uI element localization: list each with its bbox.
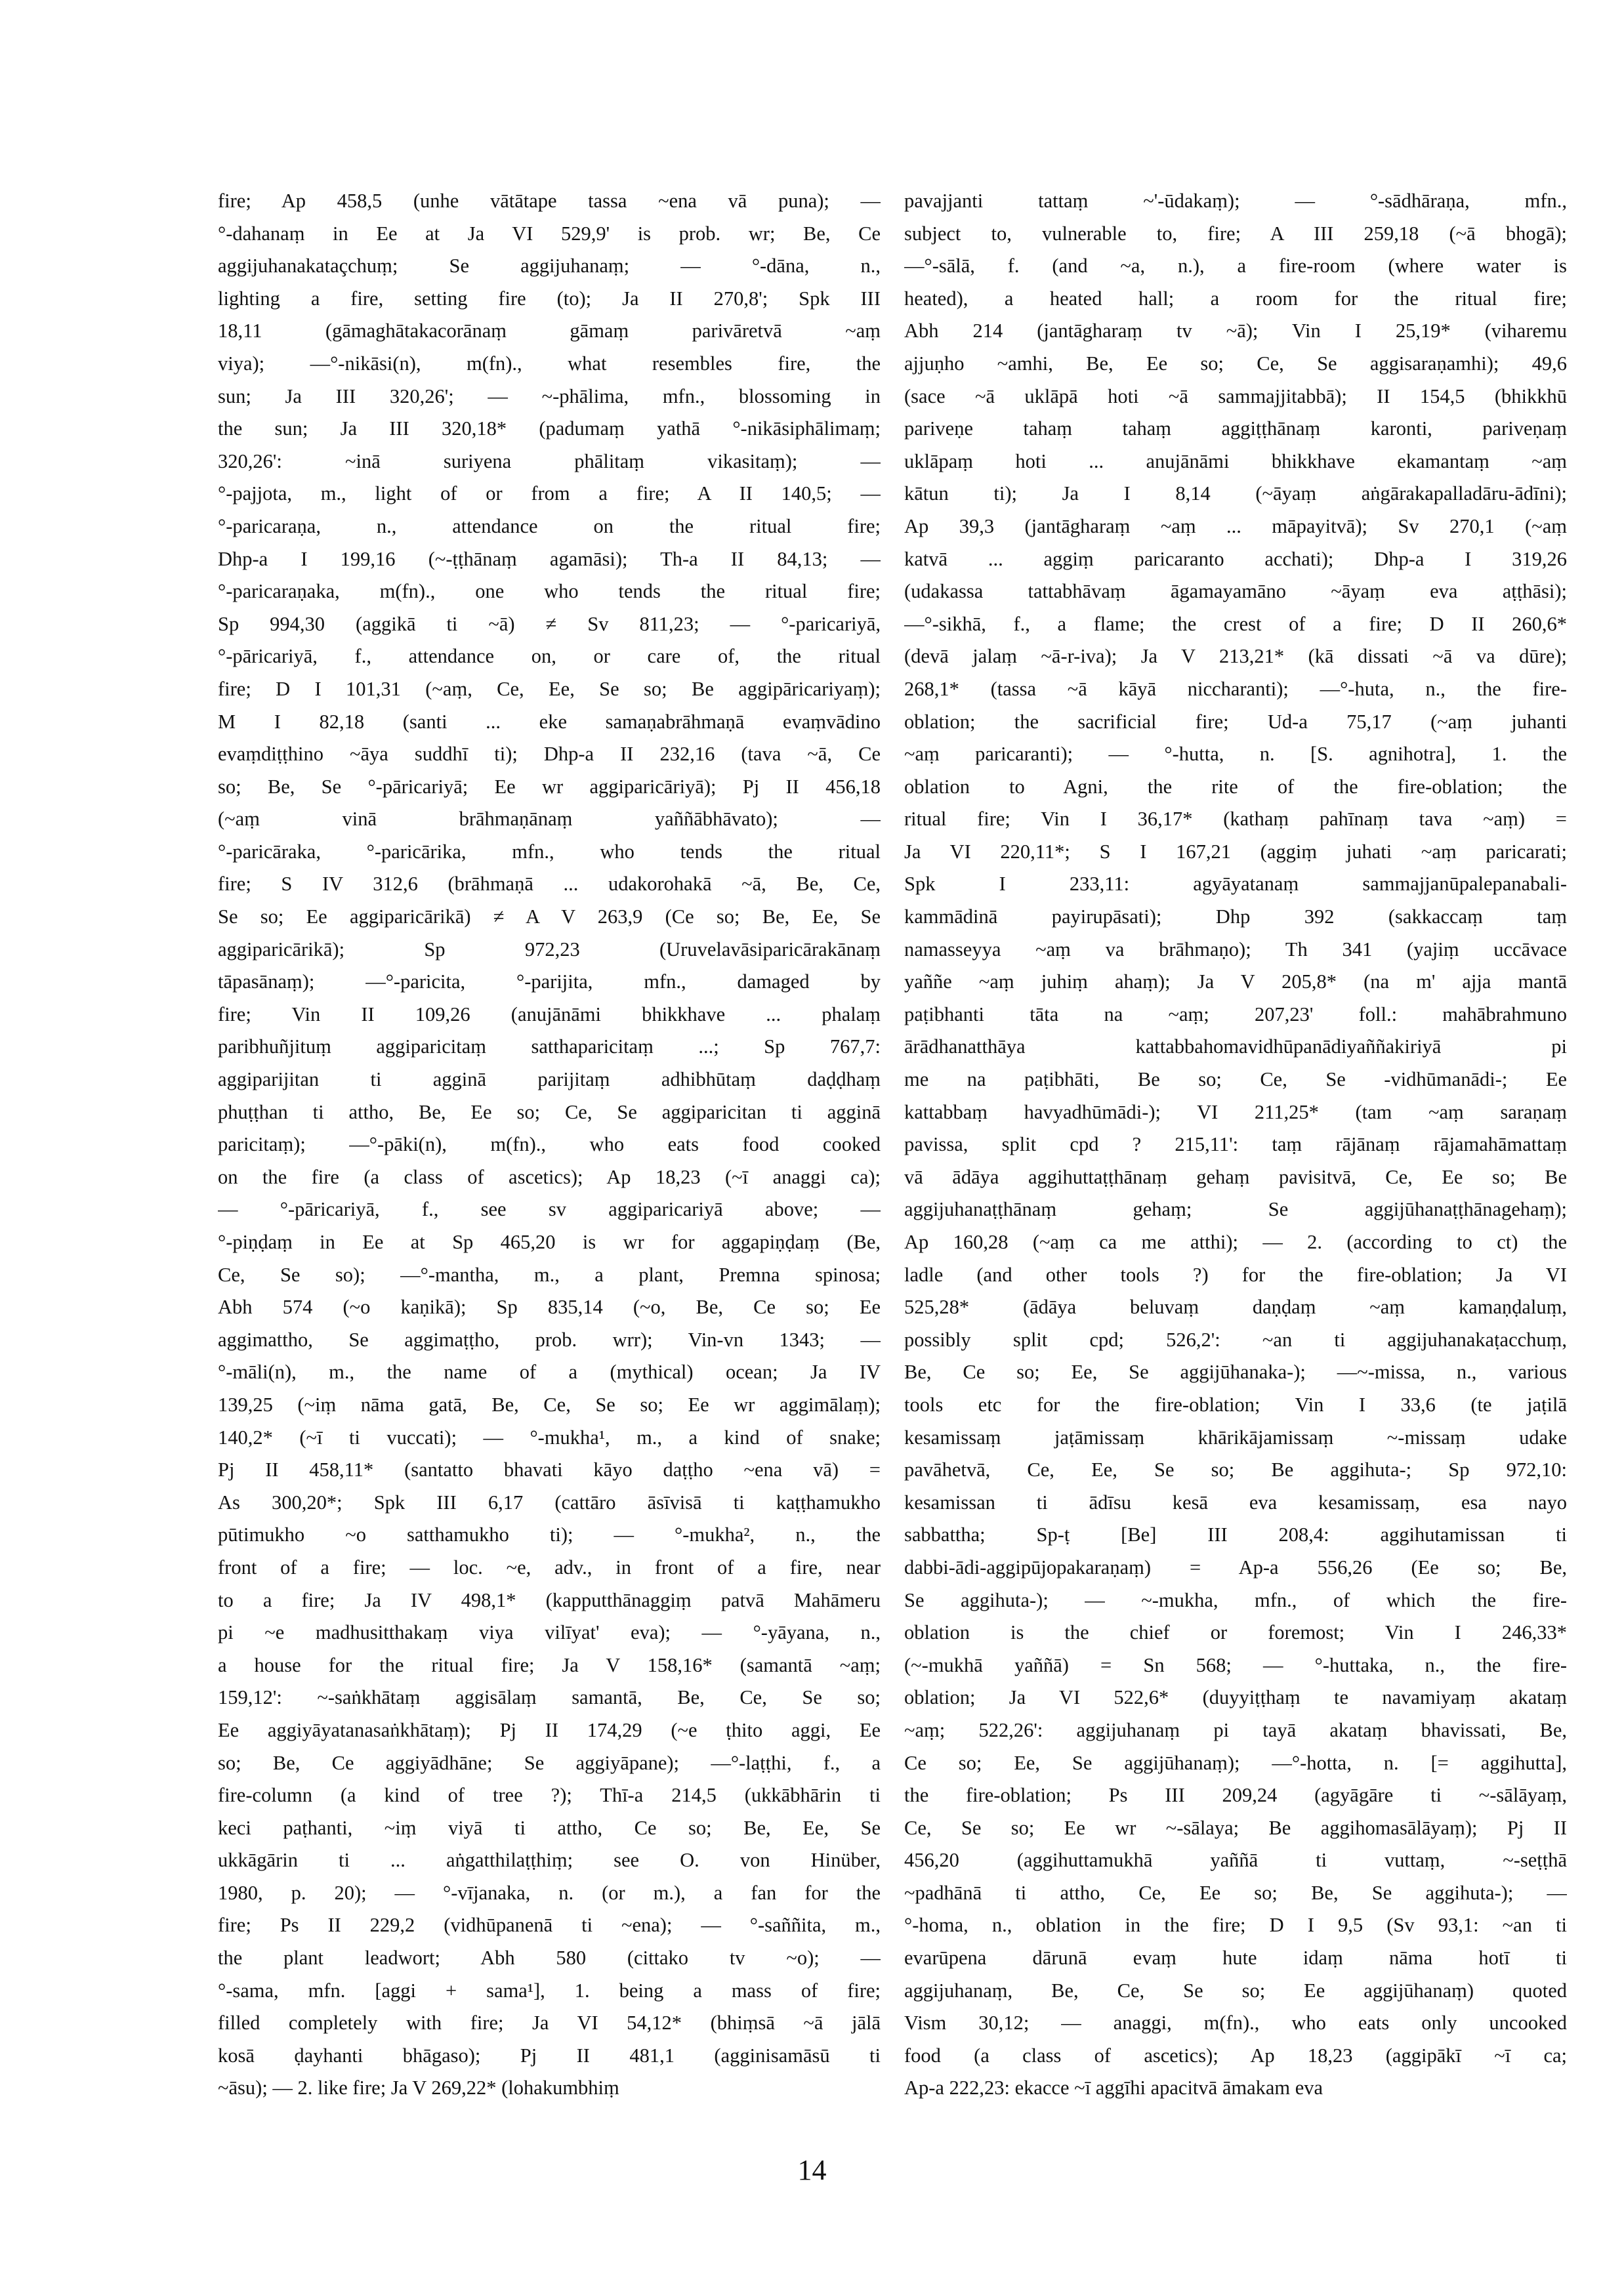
right-column-line: pavissa, split cpd ? 215,11': taṃ rājānaṃ rājamahāmattaṃ (904, 1133, 1567, 1156)
right-column-line: Abh 214 (jantāgharaṃ tv ~ā); Vin I 25,19* (viharemu (904, 320, 1567, 342)
left-column-line: the sun; Ja III 320,18* (padumaṃ yathā °-nikāsiphālimaṃ; (218, 417, 881, 440)
left-column-line: 1980, p. 20); — °-vījanaka, n. (or m.), a fan for the (218, 1881, 881, 1904)
left-column-line: °-paricaraṇa, n., attendance on the ritual fire; (218, 514, 881, 537)
right-column-line: the fire-oblation; Ps III 209,24 (agyāgāre ti ~-sālāyaṃ, (904, 1784, 1567, 1807)
left-column-line: fire; Ps II 229,2 (vidhūpanenā ti ~ena); — °-saññita, m., (218, 1914, 881, 1937)
right-column-line: (~-mukhā yaññā) = Sn 568; — °-huttaka, n., the fire- (904, 1653, 1567, 1676)
left-column-line: Dhp-a I 199,16 (~-ṭṭhānaṃ agamāsi); Th-a II 84,13; — (218, 547, 881, 570)
right-column-line: pavāhetvā, Ce, Ee, Se so; Be aggihuta-; Sp 972,10: (904, 1458, 1567, 1481)
left-column-line: viya); —°-nikāsi(n), m(fn)., what resembles fire, the (218, 352, 881, 375)
right-column-line: ajjuṇho ~amhi, Be, Ee so; Ce, Se aggisaraṇamhi); 49,6 (904, 352, 1567, 375)
right-column-line: uklāpaṃ hoti ... anujānāmi bhikkhave ekamantaṃ ~aṃ (904, 449, 1567, 472)
left-column-line: °-dahanaṃ in Ee at Ja VI 529,9' is prob. wr; Be, Ce (218, 222, 881, 245)
right-column-line: (udakassa tattabhāvaṃ āgamayamāno ~āyaṃ eva aṭṭhāsi); (904, 580, 1567, 603)
right-column-line: Ce so; Ee, Se aggijūhanaṃ); —°-hotta, n. [= aggihutta], (904, 1751, 1567, 1774)
page-number: 14 (797, 2154, 827, 2186)
left-column-line: Ce, Se so); —°-mantha, m., a plant, Premna spinosa; (218, 1263, 881, 1286)
right-column-line: pavajjanti tattaṃ ~'-ūdakaṃ); — °-sādhāraṇa, mfn., (904, 190, 1567, 212)
left-column-line: fire; D I 101,31 (~aṃ, Ce, Ee, Se so; Be aggipāricariyaṃ); (218, 677, 881, 700)
right-column-line: —°-sikhā, f., a flame; the crest of a fire; D II 260,6* (904, 612, 1567, 635)
left-column-line: so; Be, Ce aggiyādhāne; Se aggiyāpane); —°-laṭṭhi, f., a (218, 1751, 881, 1774)
right-column-line: —°-sālā, f. (and ~a, n.), a fire-room (where water is (904, 255, 1567, 278)
left-column-line: phuṭṭhan ti attho, Be, Ee so; Ce, Se aggiparicitan ti agginā (218, 1100, 881, 1123)
right-column-line: Spk I 233,11: agyāyatanaṃ sammajjanūpalepanabali- (904, 873, 1567, 896)
right-column-line: Ap-a 222,23: ekacce ~ī aggīhi apacitvā āmakam eva (904, 2077, 1323, 2099)
left-column-line: lighting a fire, setting fire (to); Ja II 270,8'; Spk III (218, 287, 881, 310)
left-column-line: the plant leadwort; Abh 580 (cittako tv ~o); — (218, 1947, 881, 1970)
left-column-line: fire-column (a kind of tree ?); Thī-a 214,5 (ukkābhārin ti (218, 1784, 881, 1807)
left-column-line: 139,25 (~iṃ nāma gatā, Be, Ce, Se so; Ee wr aggimālaṃ); (218, 1393, 881, 1416)
left-column-line: tāpasānaṃ); —°-paricita, °-parijita, mfn., damaged by (218, 970, 881, 993)
left-column-line: evaṃdiṭṭhino ~āya suddhī ti); Dhp-a II 232,16 (tava ~ā, Ce (218, 743, 881, 766)
left-column-line: aggijuhanakataçchuṃ; Se aggijuhanaṃ; — °-dāna, n., (218, 255, 881, 278)
left-column-line: front of a fire; — loc. ~e, adv., in front of a fire, near (218, 1556, 881, 1579)
right-column-line: kesamissaṃ jaṭāmissaṃ khārikājamissaṃ ~-missaṃ udake (904, 1426, 1567, 1449)
right-column-line: Se aggihuta-); — ~-mukha, mfn., of which the fire- (904, 1588, 1567, 1611)
right-column-line: (devā jalaṃ ~ā-r-iva); Ja V 213,21* (kā dissati ~ā va dūre); (904, 645, 1567, 668)
left-column-line: fire; Ap 458,5 (unhe vātātape tassa ~ena vā puna); — (218, 190, 881, 212)
right-column-line: oblation to Agni, the rite of the fire-oblation; the (904, 775, 1567, 798)
left-column-line: so; Be, Se °-pāricariyā; Ee wr aggiparicāriyā); Pj II 456,18 (218, 775, 881, 798)
right-column-line: 268,1* (tassa ~ā kāyā niccharanti); —°-huta, n., the fire- (904, 677, 1567, 700)
left-column-line: °-paricaraṇaka, m(fn)., one who tends the ritual fire; (218, 580, 881, 603)
left-column-line: 159,12': ~-saṅkhātaṃ aggisālaṃ samantā, Be, Ce, Se so; (218, 1686, 881, 1709)
right-column-line: katvā ... aggiṃ paricaranto acchati); Dhp-a I 319,26 (904, 547, 1567, 570)
right-column-line: ~aṃ paricaranti); — °-hutta, n. [S. agnihotra], 1. the (904, 743, 1567, 766)
right-column-line: Ap 160,28 (~aṃ ca me atthi); — 2. (according to ct) the (904, 1231, 1567, 1253)
left-column-line: kosā ḍayhanti bhāgaso); Pj II 481,1 (agginisamāsū ti (218, 2044, 881, 2067)
left-column-line: Se so; Ee aggiparicārikā) ≠ A V 263,9 (Ce so; Be, Ee, Se (218, 905, 881, 928)
right-column-line: ~aṃ; 522,26': aggijuhanaṃ pi tayā akataṃ bhavissati, Be, (904, 1718, 1567, 1741)
right-column-line: kesamissan ti ādīsu kesā eva kesamissaṃ, esa nayo (904, 1491, 1567, 1514)
right-column-line: ārādhanatthāya kattabbahomavidhūpanādiyaññakiriyā pi (904, 1035, 1567, 1058)
left-column-line: — °-pāricariyā, f., see sv aggiparicariyā above; — (218, 1198, 881, 1221)
right-column-line: aggijuhanaṭṭhānaṃ gehaṃ; Se aggijūhanaṭṭhānagehaṃ); (904, 1198, 1567, 1221)
left-column-line: ukkāgārin ti ... aṅgatthilaṭṭhiṃ; see O. von Hinüber, (218, 1849, 881, 1872)
right-column (904, 185, 1567, 2105)
right-column-line: subject to, vulnerable to, fire; A III 259,18 (~ā bhogā); (904, 222, 1567, 245)
right-column-line: 456,20 (aggihuttamukhā yaññā ti vuttaṃ, ~-seṭṭhā (904, 1849, 1567, 1872)
left-column-line: Ee aggiyāyatanasaṅkhātaṃ); Pj II 174,29 (~e ṭhito aggi, Ee (218, 1718, 881, 1741)
left-column-line: a house for the ritual fire; Ja V 158,16* (samantā ~aṃ; (218, 1653, 881, 1676)
left-column-line: sun; Ja III 320,26'; — ~-phālima, mfn., blossoming in (218, 384, 881, 407)
left-column-line: aggiparicārikā); Sp 972,23 (Uruvelavāsiparicārakānaṃ (218, 938, 881, 961)
left-column-line: M I 82,18 (santi ... eke samaṇabrāhmaṇā evaṃvādino (218, 710, 881, 733)
right-column-line: Vism 30,12; — anaggi, m(fn)., who eats only uncooked (904, 2012, 1567, 2035)
left-column-line: paricitaṃ); —°-pāki(n), m(fn)., who eats food cooked (218, 1133, 881, 1156)
left-column-line: fire; S IV 312,6 (brāhmaṇā ... udakorohakā ~ā, Be, Ce, (218, 873, 881, 896)
left-column-line: filled completely with fire; Ja VI 54,12* (bhiṃsā ~ā jālā (218, 2012, 881, 2035)
right-column-line: ~padhānā ti attho, Ce, Ee so; Be, Se aggihuta-); — (904, 1881, 1567, 1904)
left-column-line: °-pāricariyā, f., attendance on, or care of, the ritual (218, 645, 881, 668)
left-column-line: °-pajjota, m., light of or from a fire; A II 140,5; — (218, 482, 881, 505)
right-column-line: sabbattha; Sp-ṭ [Be] III 208,4: aggihutamissan ti (904, 1523, 1567, 1546)
right-column-line: paṭibhanti tāta na ~aṃ; 207,23' foll.: mahābrahmuno (904, 1003, 1567, 1025)
left-column-line: ~āsu); — 2. like fire; Ja V 269,22* (lohakumbhiṃ (218, 2077, 619, 2099)
right-column-line: vā ādāya aggihuttaṭṭhānaṃ gehaṃ pavisitvā, Ce, Ee so; Be (904, 1165, 1567, 1188)
right-column-line: oblation; Ja VI 522,6* (duyyiṭṭhaṃ te navamiyaṃ akataṃ (904, 1686, 1567, 1709)
right-column-line: ritual fire; Vin I 36,17* (kathaṃ pahīnaṃ tava ~aṃ) = (904, 808, 1567, 831)
left-column-line: Sp 994,30 (aggikā ti ~ā) ≠ Sv 811,23; — °-paricariyā, (218, 612, 881, 635)
right-column-line: food (a class of ascetics); Ap 18,23 (aggipākī ~ī ca; (904, 2044, 1567, 2067)
right-column-line: 525,28* (ādāya beluvaṃ daṇḍaṃ ~aṃ kamaṇḍaluṃ, (904, 1296, 1567, 1319)
right-column-line: yaññe ~aṃ juhiṃ ahaṃ); Ja V 205,8* (na m' ajja mantā (904, 970, 1567, 993)
right-column-line: °-homa, n., oblation in the fire; D I 9,5 (Sv 93,1: ~an ti (904, 1914, 1567, 1937)
right-column-line: pariveṇe tahaṃ tahaṃ aggiṭṭhānaṃ karonti, pariveṇaṃ (904, 417, 1567, 440)
right-column-line: evarūpena dārunā evaṃ hute idaṃ nāma hotī ti (904, 1947, 1567, 1970)
right-column-line: kammādinā payirupāsati); Dhp 392 (sakkaccaṃ taṃ (904, 905, 1567, 928)
left-column-line: Pj II 458,11* (santatto bhavati kāyo daṭṭho ~ena vā) = (218, 1458, 881, 1481)
right-column-line: kattabbaṃ havyadhūmādi-); VI 211,25* (tam ~aṃ saraṇaṃ (904, 1100, 1567, 1123)
left-column-line: pi ~e madhusitthakaṃ viya vilīyat' eva); — °-yāyana, n., (218, 1621, 881, 1644)
left-column-line: °-sama, mfn. [aggi + sama¹], 1. being a mass of fire; (218, 1979, 881, 2002)
right-column-line: aggijuhanaṃ, Be, Ce, Se so; Ee aggijūhanaṃ) quoted (904, 1979, 1567, 2002)
right-column-line: tools etc for the fire-oblation; Vin I 33,6 (te jaṭilā (904, 1393, 1567, 1416)
left-column-line: 140,2* (~ī ti vuccati); — °-mukha¹, m., a kind of snake; (218, 1426, 881, 1449)
left-column-line: paribhuñjituṃ aggiparicitaṃ satthaparicitaṃ ...; Sp 767,7: (218, 1035, 881, 1058)
right-column-line: Be, Ce so; Ee, Se aggijūhanaka-); —~-missa, n., various (904, 1361, 1567, 1384)
right-column-line: me na paṭibhāti, Be so; Ce, Se -vidhūmanādi-; Ee (904, 1068, 1567, 1091)
right-column-line: (sace ~ā uklāpā hoti ~ā sammajjitabbā); II 154,5 (bhikkhū (904, 384, 1567, 407)
right-column-line: heated), a heated hall; a room for the ritual fire; (904, 287, 1567, 310)
left-column-line: aggiparijitan ti agginā parijitaṃ adhibhūtaṃ daḍḍhaṃ (218, 1068, 881, 1091)
left-column-line: °-piṇḍaṃ in Ee at Sp 465,20 is wr for aggapiṇḍaṃ (Be, (218, 1231, 881, 1253)
right-column-line: namasseyya ~aṃ va brāhmaṇo); Th 341 (yajiṃ uccāvace (904, 938, 1567, 961)
left-column-line: As 300,20*; Spk III 6,17 (cattāro āsīvisā ti kaṭṭhamukho (218, 1491, 881, 1514)
left-column-line: keci paṭhanti, ~iṃ viyā ti attho, Ce so; Be, Ee, Se (218, 1816, 881, 1839)
right-column-line: oblation; the sacrificial fire; Ud-a 75,17 (~aṃ juhanti (904, 710, 1567, 733)
right-column-line: kātun ti); Ja I 8,14 (~āyaṃ aṅgārakapalladāru-ādīni); (904, 482, 1567, 505)
right-column-line: Ja VI 220,11*; S I 167,21 (aggiṃ juhati ~aṃ paricarati; (904, 840, 1567, 863)
left-column-line: on the fire (a class of ascetics); Ap 18,23 (~ī anaggi ca); (218, 1165, 881, 1188)
left-column-line: aggimattho, Se aggimaṭṭho, prob. wrr); Vin-vn 1343; — (218, 1328, 881, 1351)
right-column-line: Ce, Se so; Ee wr ~-sālaya; Be aggihomasālāyaṃ); Pj II (904, 1816, 1567, 1839)
left-column-line: °-māli(n), m., the name of a (mythical) ocean; Ja IV (218, 1361, 881, 1384)
left-column-line: pūtimukho ~o satthamukho ti); — °-mukha², n., the (218, 1523, 881, 1546)
right-column-line: oblation is the chief or foremost; Vin I 246,33* (904, 1621, 1567, 1644)
left-column-line: 18,11 (gāmaghātakacorānaṃ gāmaṃ parivāretvā ~aṃ (218, 320, 881, 342)
right-column-line: Ap 39,3 (jantāgharaṃ ~aṃ ... māpayitvā); Sv 270,1 (~aṃ (904, 514, 1567, 537)
right-column-line: dabbi-ādi-aggipūjopakaraṇaṃ) = Ap-a 556,26 (Ee so; Be, (904, 1556, 1567, 1579)
left-column-line: Abh 574 (~o kaṇikā); Sp 835,14 (~o, Be, Ce so; Ee (218, 1296, 881, 1319)
right-column-line: possibly split cpd; 526,2': ~an ti aggijuhanakaṭacchuṃ, (904, 1328, 1567, 1351)
left-column (218, 185, 881, 2105)
left-column-line: °-paricāraka, °-paricārika, mfn., who tends the ritual (218, 840, 881, 863)
left-column-line: fire; Vin II 109,26 (anujānāmi bhikkhave ... phalaṃ (218, 1003, 881, 1025)
right-column-line: ladle (and other tools ?) for the fire-oblation; Ja VI (904, 1263, 1567, 1286)
left-column-line: to a fire; Ja IV 498,1* (kapputthānaggiṃ patvā Mahāmeru (218, 1588, 881, 1611)
left-column-line: (~aṃ vinā brāhmaṇānaṃ yaññābhāvato); — (218, 808, 881, 831)
left-column-line: 320,26': ~inā suriyena phālitaṃ vikasitaṃ); — (218, 449, 881, 472)
